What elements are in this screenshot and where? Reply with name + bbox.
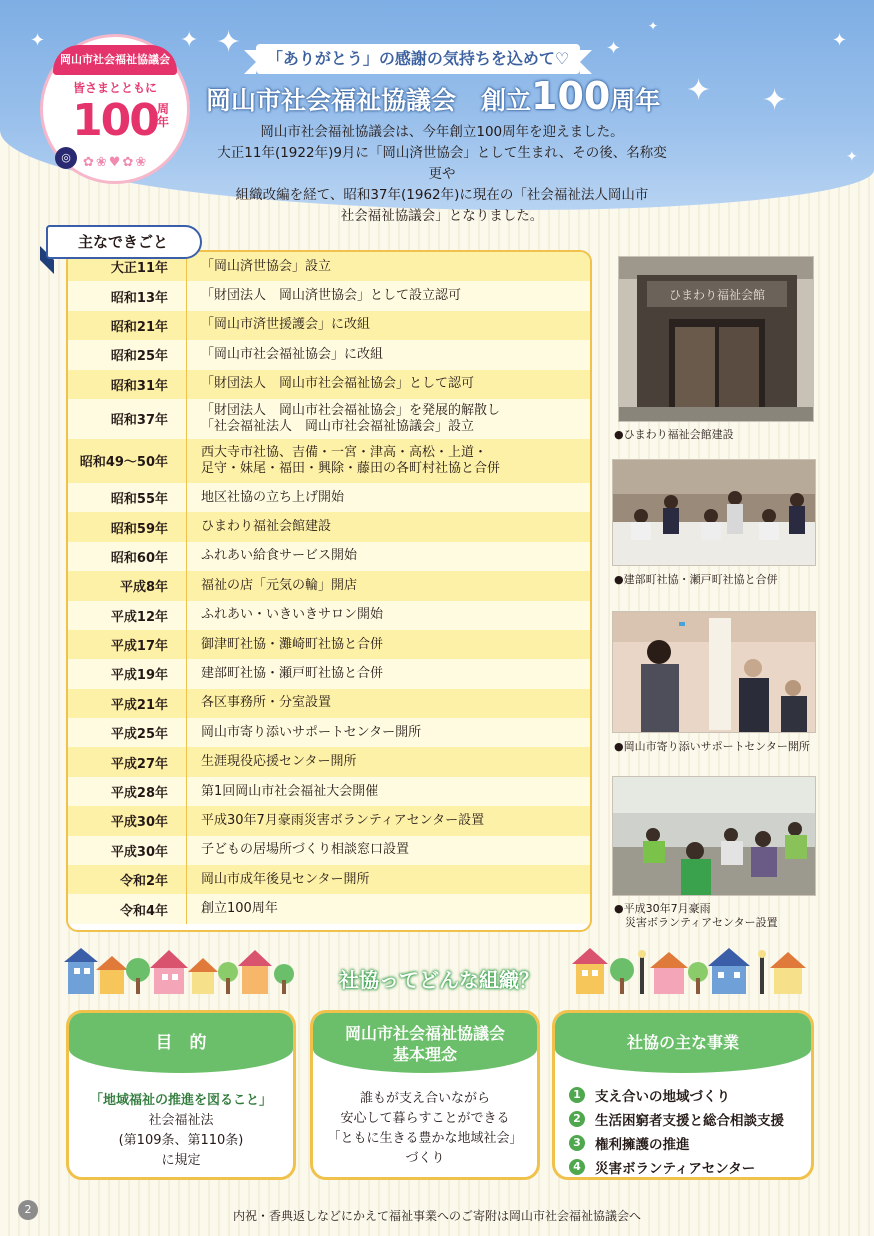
history-row: [68, 836, 590, 865]
flower-decoration-icon: ✿❀♥✿❀: [83, 155, 149, 170]
services-list: [569, 1083, 784, 1179]
history-year: 昭和13年: [110, 290, 168, 306]
photo-caption: ●岡山市寄り添いサポートセンター開所: [614, 740, 810, 753]
history-event: ふれあい・いきいきサロン開始: [186, 601, 590, 630]
support-center-opening-image: [613, 612, 816, 733]
history-event: 「岡山済世協会」設立: [186, 252, 590, 281]
history-event: 「財団法人 岡山市社会福祉協会」を発展的解散し 「社会福祉法人 岡山市社会福祉協議会」設立: [186, 399, 590, 439]
intro-line: 大正11年(1922年)9月に「岡山済世協会」として生まれ、その後、名称変更や: [217, 145, 667, 182]
history-event: 生涯現役応援センター開所: [186, 747, 590, 776]
page-title: [206, 74, 676, 124]
disaster-volunteer-center-image: [613, 777, 816, 896]
history-event: 地区社協の立ち上げ開始: [186, 483, 590, 512]
photo-welfare-hall: [618, 256, 814, 422]
history-row: [68, 806, 590, 835]
sparkle-icon: ✦: [686, 73, 712, 108]
service-number-badge: 4: [569, 1159, 585, 1175]
history-label: 主なできごと: [46, 225, 202, 259]
history-row: [68, 542, 590, 571]
history-row: [68, 370, 590, 399]
history-row: [68, 601, 590, 630]
title-prefix: 岡山市社会福祉協議会 創立: [206, 86, 532, 115]
history-year: 令和4年: [119, 903, 168, 919]
history-event: 御津町社協・灘崎町社協と合併: [186, 630, 590, 659]
intro-line: 組織改編を経て、昭和37年(1962年)に現在の「社会福祉法人岡山市: [235, 187, 649, 203]
history-row: [68, 747, 590, 776]
section-banner-title: 社協ってどんな組織？: [339, 968, 539, 992]
services-box-header: [555, 1013, 811, 1073]
philosophy-line: づくり: [405, 1151, 445, 1166]
history-year: 昭和55年: [110, 492, 168, 508]
sparkle-icon: ✦: [648, 19, 659, 33]
caption-line: 災害ボランティアセンター設置: [614, 916, 778, 929]
service-label: 支え合いの地域づくり: [595, 1089, 730, 1105]
footer-note: 内祝・香典返しなどにかえて福祉事業へのご寄附は岡山市社会福祉協議会へ: [232, 1209, 641, 1223]
history-event: ふれあい給食サービス開始: [186, 542, 590, 571]
hall-sign-text: ひまわり福祉会館: [668, 288, 766, 302]
merger-ceremony-image: [613, 460, 816, 566]
history-year: 平成27年: [110, 756, 168, 772]
logo-arc-text: 岡山市社会福祉協議会: [53, 45, 177, 75]
philosophy-title: 岡山市社会福祉協議会: [344, 1024, 505, 1043]
history-row: [68, 281, 590, 310]
intro-line: 社会福祉協議会」となりました。: [340, 208, 544, 224]
philosophy-box-header: [313, 1013, 537, 1073]
history-row: [68, 865, 590, 894]
history-row: [68, 512, 590, 541]
service-label: 生活困窮者支援と総合相談支援: [595, 1113, 784, 1129]
history-row: [68, 439, 590, 483]
history-row: [68, 311, 590, 340]
history-year: 昭和25年: [110, 349, 168, 365]
history-row: [68, 399, 590, 439]
intro-line: 岡山市社会福祉協議会は、今年創立100周年を迎えました。: [260, 124, 624, 140]
history-row: [68, 483, 590, 512]
services-title: 社協の主な事業: [626, 1033, 739, 1052]
history-event: 岡山市成年後見センター開所: [186, 865, 590, 894]
photo-caption: ●ひまわり福祉会館建設: [614, 428, 734, 441]
title-number: 100: [531, 74, 611, 118]
history-year: 昭和31年: [110, 378, 168, 394]
history-year: 昭和59年: [110, 521, 168, 537]
history-year: 昭和60年: [110, 550, 168, 566]
philosophy-line: 安心して暮らすことができる: [340, 1111, 510, 1126]
history-event: 各区事務所・分室設置: [186, 689, 590, 718]
history-year: 平成19年: [110, 668, 168, 684]
history-year: 大正11年: [110, 261, 168, 277]
history-row: [68, 659, 590, 688]
history-event: 福祉の店「元気の輪」開店: [186, 571, 590, 600]
service-item: [569, 1083, 784, 1107]
photo-disaster-center: [612, 776, 816, 896]
purpose-line: (第109条、第110条): [118, 1133, 244, 1148]
service-label: 権利擁護の推進: [595, 1137, 690, 1153]
title-suffix: 周年: [610, 86, 661, 115]
history-year: 平成30年: [110, 815, 168, 831]
service-item: [569, 1155, 784, 1179]
sparkle-icon: ✦: [762, 83, 788, 118]
logo-number: 100: [72, 95, 158, 146]
history-event: 建部町社協・瀬戸町社協と合併: [186, 659, 590, 688]
philosophy-subtitle: 基本理念: [392, 1045, 457, 1064]
history-event: 「岡山市社会福祉協会」に改組: [186, 340, 590, 369]
history-event: 「財団法人 岡山市社会福祉協会」として認可: [186, 370, 590, 399]
purpose-highlight: 「地域福祉の推進を図ること」: [89, 1093, 272, 1108]
service-number-badge: 1: [569, 1087, 585, 1103]
purpose-box-header: [69, 1013, 293, 1073]
welfare-hall-image: [619, 257, 814, 422]
logo-suffix: 周年: [157, 102, 170, 129]
organization-mark-icon: ◎: [55, 147, 77, 169]
purpose-title: 目 的: [155, 1033, 207, 1053]
service-item: [569, 1131, 784, 1155]
history-event: 「岡山市済世援護会」に改組: [186, 311, 590, 340]
philosophy-body: [313, 1089, 537, 1169]
sparkle-icon: ✦: [180, 28, 199, 53]
history-event: 「財団法人 岡山済世協会」として設立認可: [186, 281, 590, 310]
service-item: [569, 1107, 784, 1131]
history-table: [66, 250, 592, 932]
purpose-body: [69, 1091, 293, 1171]
history-year: 平成12年: [110, 609, 168, 625]
history-event: 第1回岡山市社会福祉大会開催: [186, 777, 590, 806]
history-row: [68, 689, 590, 718]
photo-caption: ●建部町社協・瀬戸町社協と合併: [614, 573, 778, 586]
history-year: 平成28年: [110, 786, 168, 802]
houses-illustration-right: [570, 944, 810, 996]
history-event: 子どもの居場所づくり相談窓口設置: [186, 836, 590, 865]
history-event: 創立100周年: [186, 894, 590, 923]
history-row: [68, 718, 590, 747]
anniversary-logo: [40, 34, 190, 184]
history-year: 昭和49～50年: [79, 455, 168, 471]
history-year: 平成8年: [119, 580, 168, 596]
history-year: 令和2年: [119, 874, 168, 890]
history-year: 平成30年: [110, 844, 168, 860]
history-event: 西大寺市社協、吉備・一宮・津高・高松・上道・ 足守・妹尾・福田・興除・藤田の各町村社協と合併: [186, 439, 590, 483]
history-event: 岡山市寄り添いサポートセンター開所: [186, 718, 590, 747]
service-label: 災害ボランティアセンター: [595, 1161, 756, 1177]
history-event: 平成30年7月豪雨災害ボランティアセンター設置: [186, 806, 590, 835]
photo-support-center: [612, 611, 816, 733]
history-event: ひまわり福祉会館建設: [186, 512, 590, 541]
history-row: [68, 571, 590, 600]
history-year: 平成17年: [110, 639, 168, 655]
sparkle-icon: ✦: [832, 30, 848, 51]
philosophy-box: [310, 1010, 540, 1180]
photo-merger: [612, 459, 816, 566]
philosophy-line: 「ともに生きる豊かな地域社会」: [327, 1131, 523, 1146]
caption-line: ●平成30年7月豪雨: [614, 902, 711, 915]
sparkle-icon: ✦: [606, 38, 622, 59]
history-row: [68, 894, 590, 923]
history-row: [68, 340, 590, 369]
sparkle-icon: ✦: [846, 149, 858, 165]
service-number-badge: 3: [569, 1135, 585, 1151]
purpose-line: 社会福祉法: [148, 1113, 214, 1128]
history-row: [68, 630, 590, 659]
purpose-box: [66, 1010, 296, 1180]
philosophy-line: 誰もが支え合いながら: [359, 1091, 490, 1106]
history-row: [68, 777, 590, 806]
header-ribbon: 「ありがとう」の感謝の気持ちを込めて♡: [256, 44, 580, 74]
history-year: 昭和21年: [110, 319, 168, 335]
history-year: 昭和37年: [110, 413, 168, 429]
logo-subtitle: 皆さまとともに: [72, 81, 157, 95]
sparkle-icon: ✦: [216, 25, 242, 60]
intro-paragraph: [212, 122, 672, 227]
photo-caption: [614, 902, 778, 930]
history-year: 平成25年: [110, 727, 168, 743]
houses-illustration-left: [62, 944, 302, 996]
purpose-line: に規定: [161, 1153, 201, 1168]
services-box: [552, 1010, 814, 1180]
sparkle-icon: ✦: [30, 30, 46, 51]
history-year: 平成21年: [110, 697, 168, 713]
page-number: 2: [18, 1200, 38, 1220]
service-number-badge: 2: [569, 1111, 585, 1127]
